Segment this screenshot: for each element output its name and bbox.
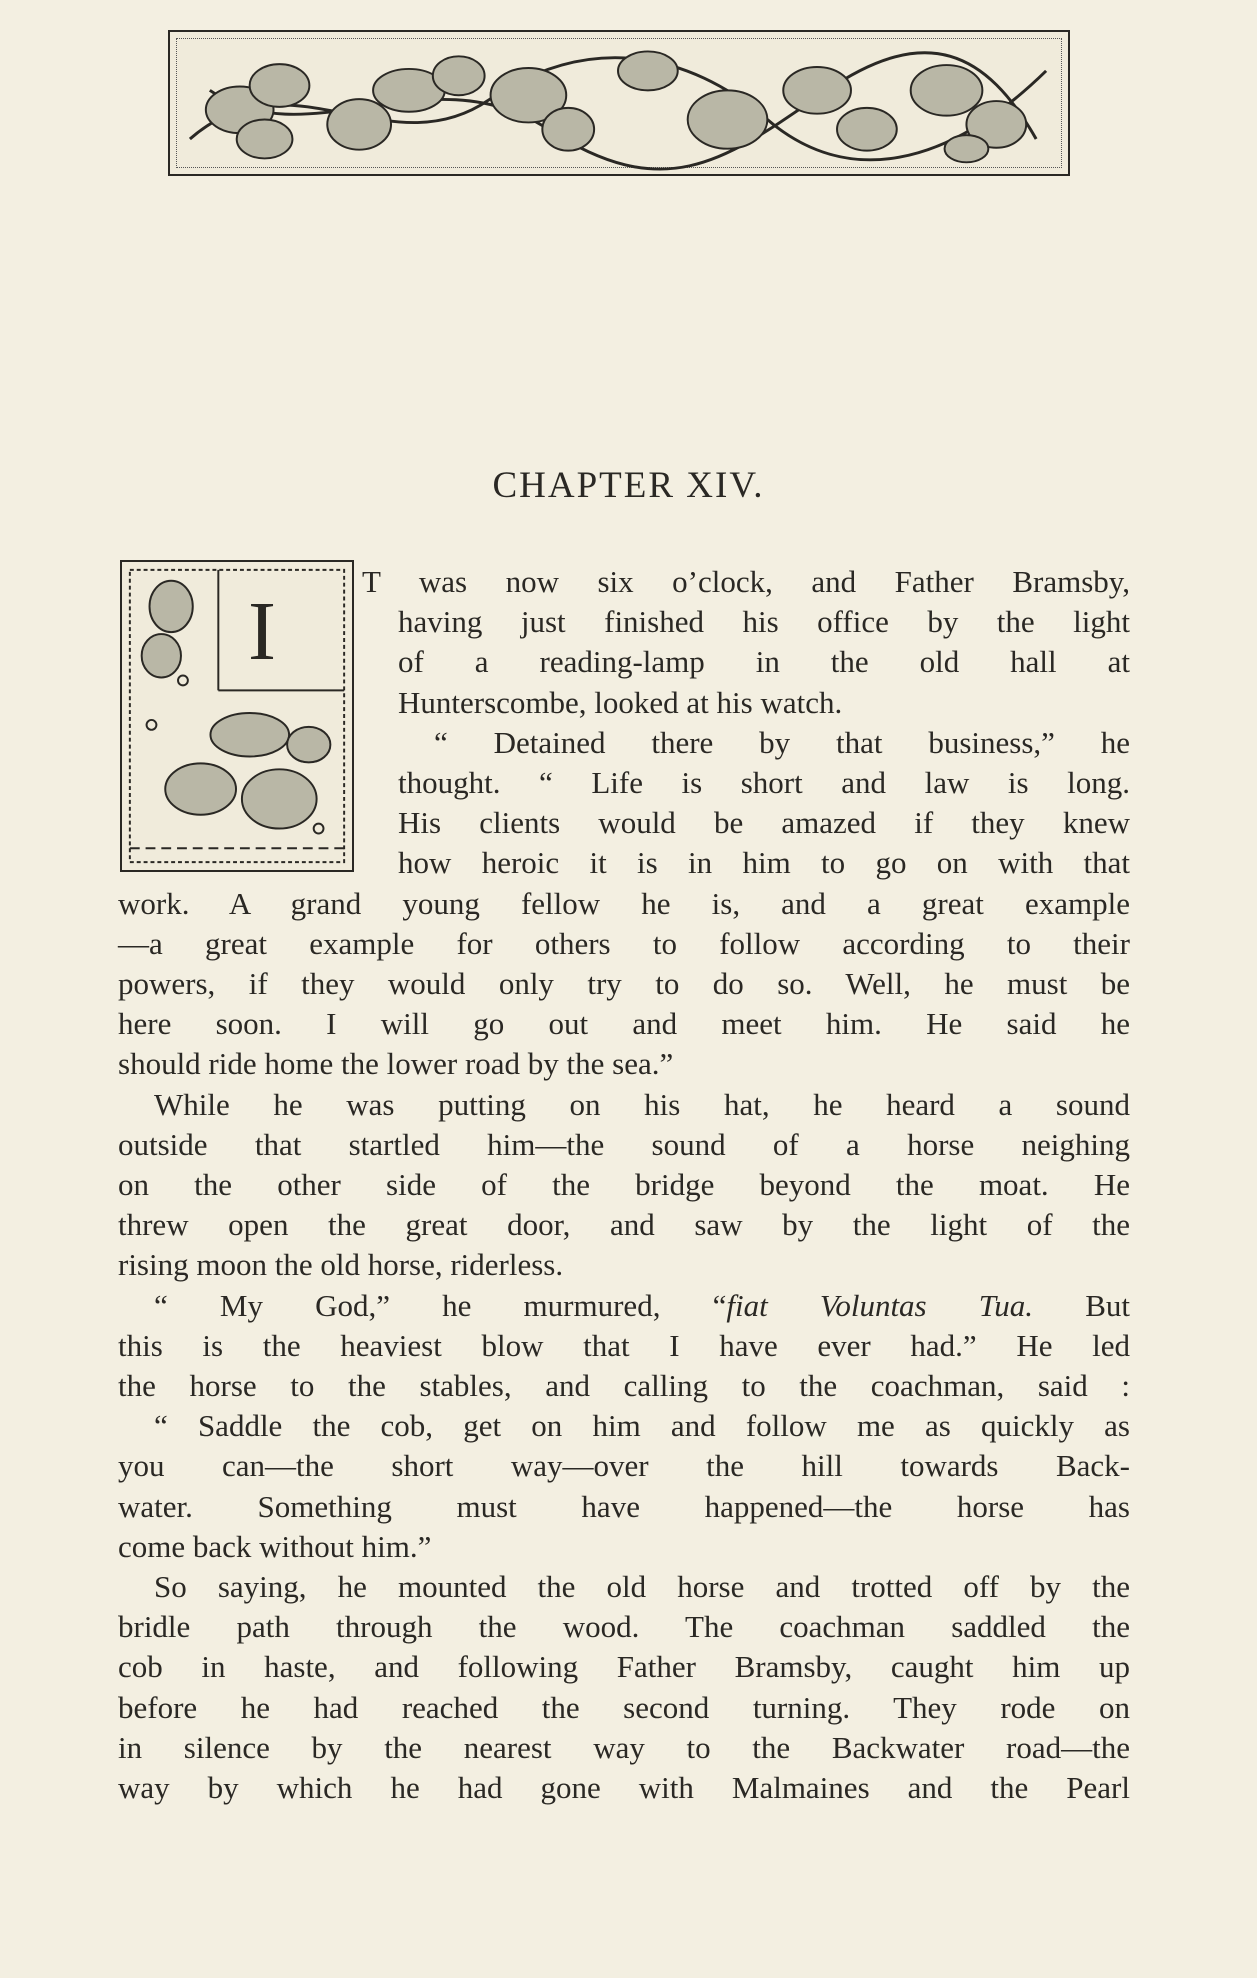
text-line: on the other side of the bridge beyond the moat. He (118, 1167, 1130, 1202)
text-line: should ride home the lower road by the sea.” (118, 1046, 674, 1082)
text-line: of a reading-lamp in the old hall at (398, 644, 1130, 680)
text-line: His clients would be amazed if they knew (398, 805, 1130, 841)
text-line: thought. “ Life is short and law is long. (398, 765, 1130, 800)
text-line: come back without him.” (118, 1528, 432, 1564)
text-line: you can—the short way—over the hill towards Back- (118, 1448, 1130, 1484)
text-line: here soon. I will go out and meet him. He said he (118, 1006, 1130, 1042)
text-line: cob in haste, and following Father Bramsby, caught him up (118, 1649, 1130, 1685)
text-line: how heroic it is in him to go on with that (398, 845, 1130, 881)
text-line: Hunterscombe, looked at his watch. (398, 684, 843, 720)
text-line: before he had reached the second turning. They rode on (118, 1689, 1130, 1725)
clover-vine-illustration (170, 32, 1068, 174)
text-line: “ Detained there by that business,” he (434, 724, 1130, 760)
text-line: bridle path through the wood. The coachman saddled the (118, 1609, 1130, 1645)
text-span: “ My God,” he murmured, “ (154, 1287, 727, 1323)
text-line: work. A grand young fellow he is, and a great example (118, 885, 1130, 921)
text-line: “ Saddle the cob, get on him and follow me as quickly as (154, 1408, 1130, 1444)
text-line (154, 1286, 1130, 1326)
chapter-title: CHAPTER XIV. (492, 465, 765, 506)
decorated-initial-frame (120, 560, 354, 872)
clover-headpiece-ornament (168, 30, 1070, 176)
text-line: the horse to the stables, and calling to the coachman, said : (118, 1368, 1130, 1403)
text-line: in silence by the nearest way to the Backwater road—the (118, 1729, 1130, 1765)
text-line: way by which he had gone with Malmaines and the Pearl (118, 1770, 1130, 1805)
text-span: But (1033, 1287, 1130, 1323)
text-line: threw open the great door, and saw by the light of the (118, 1207, 1130, 1243)
text-line: T was now six o’clock, and Father Bramsby, (362, 564, 1130, 599)
text-line: this is the heaviest blow that I have ever had.” He led (118, 1327, 1130, 1363)
initial-clover-ornament (122, 562, 352, 870)
italic-latin-phrase: fiat Voluntas Tua. (726, 1287, 1034, 1323)
text-line: having just finished his office by the light (398, 604, 1130, 640)
text-line: outside that startled him—the sound of a horse neighing (118, 1126, 1130, 1162)
text-line: So saying, he mounted the old horse and trotted off by the (154, 1569, 1130, 1604)
text-line: —a great example for others to follow according to their (118, 925, 1130, 961)
text-line: water. Something must have happened—the horse has (118, 1488, 1130, 1524)
text-line: powers, if they would only try to do so. Well, he must be (118, 966, 1130, 1001)
initial-letter: I (248, 585, 276, 678)
text-line: rising moon the old horse, riderless. (118, 1247, 564, 1283)
text-line: While he was putting on his hat, he heard a sound (154, 1086, 1130, 1122)
